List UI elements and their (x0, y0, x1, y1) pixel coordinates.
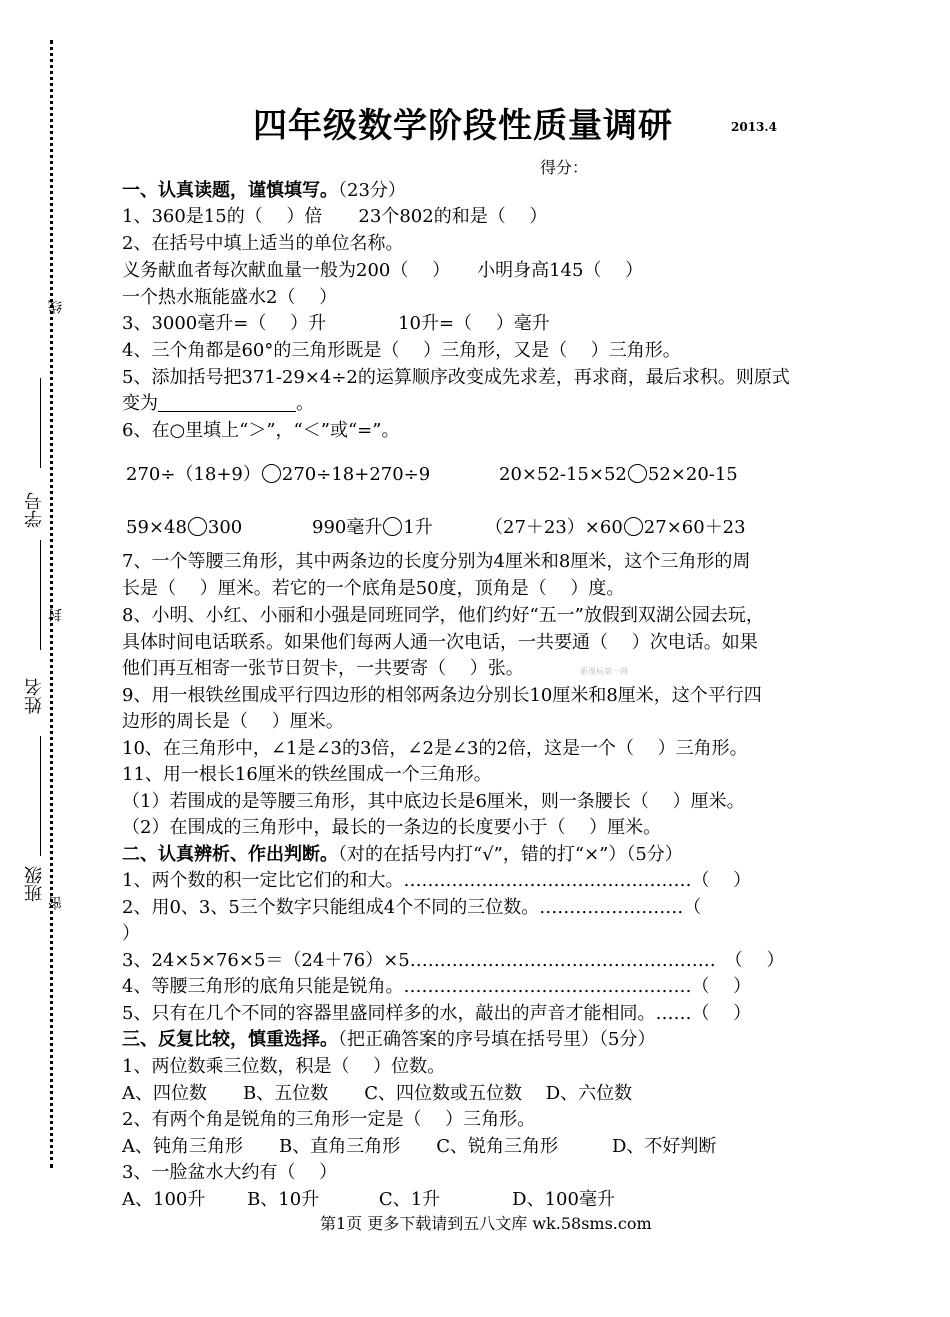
s2-q5: 5、只有在几个不同的容器里盛同样多的水，敲出的声音才能相同。……（ ） (122, 1003, 752, 1024)
s1-q8c: 他们再互相寄一张节日贺卡，一共要寄（ ）张。 (122, 658, 524, 679)
binding-line-char: 线 (48, 300, 64, 314)
s1-q11b: （2）在围成的三角形中，最长的一条边的长度要小于（ ）厘米。 (122, 817, 662, 838)
compare-circle (383, 517, 402, 536)
exam-date: 2013.4 (731, 120, 777, 134)
page-title: 四年级数学阶段性质量调研 (253, 106, 673, 146)
s1-q1: 1、360是15的（ ）倍 23个802的和是（ ） (122, 206, 548, 227)
s3-q1-options: A、四位数 B、五位数 C、四位数或五位数 D、六位数 (122, 1083, 633, 1104)
compare-4-right: 1升 (403, 517, 433, 538)
s1-q11a: （1）若围成的是等腰三角形，其中底边长是6厘米，则一条腰长（ ）厘米。 (122, 791, 745, 812)
s1-q5a: 5、添加括号把371-29×4÷2的运算顺序改变成先求差，再求商，最后求积。则原式 (122, 367, 790, 388)
compare-circle (628, 464, 647, 483)
s3-q1: 1、两位数乘三位数，积是（ ）位数。 (122, 1056, 446, 1077)
s1-q6: 6、在○里填上“＞”，“＜”或“=”。 (122, 420, 400, 441)
section3-heading: 三、反复比较，慎重选择。 (122, 1029, 338, 1050)
compare-5-right: 27×60＋23 (643, 517, 746, 538)
section3-note: （把正确答案的序号填在括号里）（5分） (338, 1029, 656, 1050)
s2-q4: 4、等腰三角形的底角只能是锐角。…………………………………………（ ） (122, 976, 752, 997)
compare-3 (126, 515, 242, 541)
section2-note: （对的在括号内打“√”，错的打“×”）（5分） (338, 844, 683, 865)
section2-heading: 二、认真辨析、作出判断。 (122, 844, 338, 865)
compare-circle (624, 517, 643, 536)
s2-q2b: ） (122, 923, 140, 944)
compare-1-right: 270÷18+270÷9 (281, 464, 431, 485)
s1-q4: 4、三个角都是60°的三角形既是（ ）三角形，又是（ ）三角形。 (122, 340, 681, 361)
compare-3-right: 300 (207, 517, 243, 538)
compare-4 (312, 515, 433, 541)
s1-q5b-suffix: 。 (296, 393, 314, 414)
answer-blank (158, 393, 296, 412)
student-no-label: 学号 (24, 492, 45, 528)
section1-heading: 一、认真读题，谨慎填写。 (122, 180, 338, 201)
section2-heading-line (122, 842, 683, 868)
binding-secret-char: 密 (48, 896, 64, 910)
student-no-underline (40, 378, 41, 468)
compare-circle (188, 517, 207, 536)
s1-q5b-prefix: 变为 (122, 393, 158, 414)
s1-q7a: 7、一个等腰三角形，其中两条边的长度分别为4厘米和8厘米，这个三角形的周 (122, 551, 751, 572)
s2-q2: 2、用0、3、5三个数字只能组成4个不同的三位数。……………………（ (122, 897, 702, 918)
s2-q3: 3、24×5×76×5＝（24＋76）×5…………………………………………… （ ） (122, 950, 785, 971)
compare-5 (485, 515, 746, 541)
s1-q5b-line (122, 391, 314, 417)
compare-2 (499, 462, 738, 488)
s1-q10: 10、在三角形中，∠1是∠3的3倍，∠2是∠3的2倍，这是一个（ ）三角形。 (122, 738, 748, 759)
s1-q8b: 具体时间电话联系。如果他们每两人通一次电话，一共要通（ ）次电话。如果 (122, 632, 758, 653)
compare-5-left: （27＋23）×60 (485, 517, 623, 538)
binding-seal-char: 封 (48, 608, 64, 622)
s2-q1: 1、两个数的积一定比它们的和大。…………………………………………（ ） (122, 870, 752, 891)
compare-circle (262, 464, 281, 483)
s3-q3: 3、一脸盆水大约有（ ） (122, 1162, 338, 1183)
compare-1-left: 270÷（18+9） (126, 464, 261, 485)
page-footer: 第1页 更多下载请到五八文库 wk.58sms.com (320, 1214, 652, 1233)
section1-heading-line (122, 178, 406, 204)
compare-1 (126, 462, 430, 488)
s1-q2: 2、在括号中填上适当的单位名称。 (122, 233, 404, 254)
class-underline (40, 736, 41, 856)
compare-4-left: 990毫升 (312, 517, 383, 538)
s1-q8a: 8、小明、小红、小丽和小强是同班同学，他们约好“五一”放假到双湖公园去玩， (122, 605, 764, 626)
s3-q2: 2、有两个角是锐角的三角形一定是（ ）三角形。 (122, 1109, 536, 1130)
s1-q9b: 边形的周长是（ ）厘米。 (122, 711, 344, 732)
s1-q9a: 9、用一根铁丝围成平行四边形的相邻两条边分别长10厘米和8厘米，这个平行四 (122, 685, 762, 706)
compare-2-left: 20×52-15×52 (499, 464, 627, 485)
compare-3-left: 59×48 (126, 517, 187, 538)
s1-q2b: 一个热水瓶能盛水2（ ） (122, 287, 338, 308)
section3-heading-line (122, 1027, 655, 1053)
section1-points: （23分） (338, 180, 406, 201)
faint-watermark-text: 新课标第一网 (580, 667, 628, 676)
s1-q7b: 长是（ ）厘米。若它的一个底角是50度，顶角是（ ）度。 (122, 578, 625, 599)
s1-q3: 3、3000毫升=（ ）升 10升=（ ）毫升 (122, 313, 550, 334)
name-underline-top (40, 540, 41, 650)
s1-q2a: 义务献血者每次献血量一般为200（ ） 小明身高145（ ） (122, 260, 644, 281)
binding-dotted-line (50, 40, 53, 1168)
class-label: 班级 (24, 866, 45, 902)
s3-q3-options: A、100升 B、10升 C、1升 D、100毫升 (122, 1189, 615, 1210)
compare-2-right: 52×20-15 (647, 464, 738, 485)
score-label: 得分： (540, 158, 589, 177)
s1-q11: 11、用一根长16厘米的铁丝围成一个三角形。 (122, 764, 492, 785)
name-label: 姓名 (24, 678, 45, 714)
s3-q2-options: A、钝角三角形 B、直角三角形 C、锐角三角形 D、不好判断 (122, 1136, 717, 1157)
